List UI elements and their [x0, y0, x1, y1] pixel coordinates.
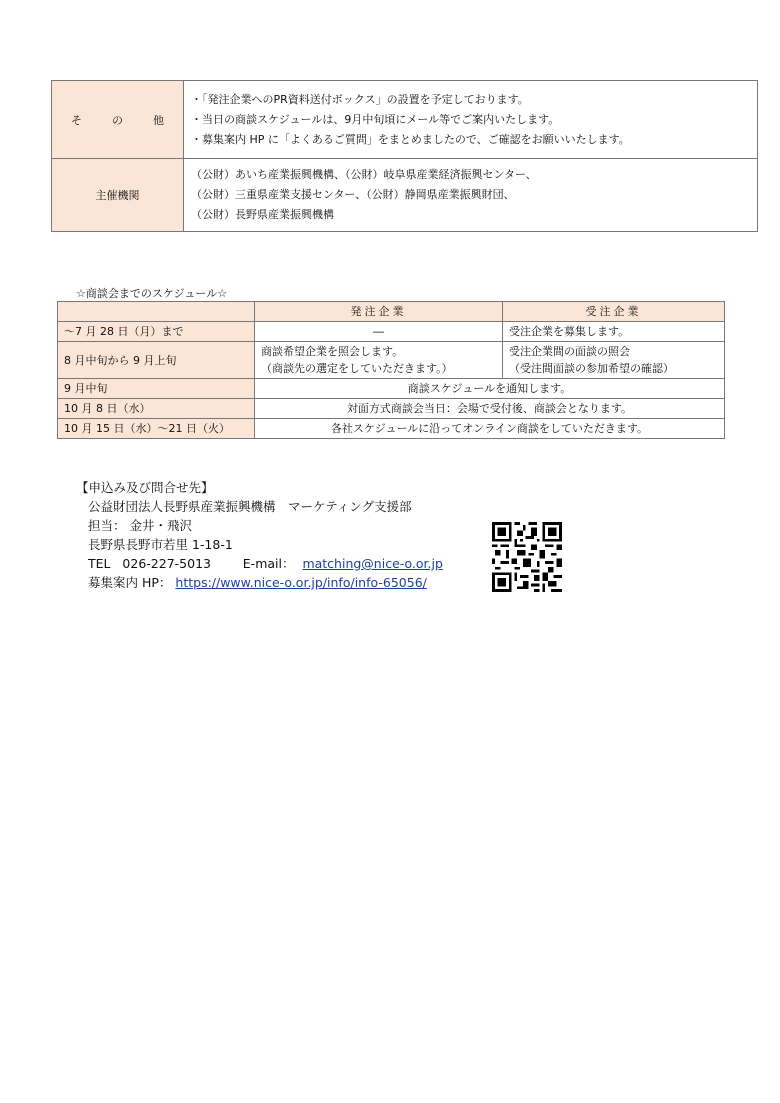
- contact-tel-line: [76, 554, 443, 573]
- schedule-row: [58, 322, 725, 342]
- contact-hp-link[interactable]: https://www.nice-o.or.jp/info/info-65056/: [175, 575, 427, 590]
- row-both: 各社スケジュールに沿ってオンライン商談をしていただきます。: [255, 419, 725, 439]
- qr-code-icon: [492, 522, 562, 592]
- schedule-row: [58, 419, 725, 439]
- info-row-host: [52, 159, 758, 232]
- row-order-line: （商談先の選定をしていただきます。）: [261, 362, 453, 375]
- row-receive: 受注企業を募集します。: [503, 322, 725, 342]
- contact-tel: 026-227-5013: [122, 556, 211, 571]
- schedule-row: [58, 399, 725, 419]
- contact-block: [76, 478, 443, 592]
- contact-address: 長野県長野市若里 1-18-1: [88, 537, 233, 552]
- other-line: ・「発注企業へのPR資料送付ボックス」の設置を予定しております。: [191, 92, 529, 106]
- contact-email-link[interactable]: matching@nice-o.or.jp: [302, 556, 443, 571]
- row-both: 対面方式商談会当日：会場で受付後、商談会となります。: [255, 399, 725, 419]
- contact-tel-label: TEL: [88, 556, 111, 571]
- header-receive: 受注企業: [503, 302, 725, 322]
- schedule-table: [57, 301, 725, 439]
- row-order: [255, 342, 503, 379]
- content-host: [184, 159, 758, 232]
- row-when: 9 月中旬: [58, 379, 255, 399]
- schedule-title: ☆商談会までのスケジュール☆: [76, 287, 228, 300]
- schedule-row: [58, 379, 725, 399]
- content-other: [184, 81, 758, 159]
- contact-org: 公益財団法人長野県産業振興機構 マーケティング支援部: [88, 499, 412, 514]
- schedule-row: [58, 342, 725, 379]
- row-both: 商談スケジュールを通知します。: [255, 379, 725, 399]
- contact-hp-label: 募集案内 HP：: [88, 575, 172, 590]
- info-row-other: [52, 81, 758, 159]
- label-other: その他: [52, 81, 184, 159]
- label-host: 主催機関: [52, 159, 184, 232]
- row-when: ～7 月 28 日（月）まで: [58, 322, 255, 342]
- row-order: ―: [255, 322, 503, 342]
- schedule-header-row: [58, 302, 725, 322]
- header-order: 発注企業: [255, 302, 503, 322]
- row-receive-line: （受注間面談の参加希望の確認）: [509, 362, 674, 375]
- contact-person: 金井・飛沢: [129, 518, 193, 533]
- contact-person-line: [76, 516, 443, 535]
- row-when: 8 月中旬から 9 月上旬: [58, 342, 255, 379]
- host-line: （公財）三重県産業支援センター、（公財）静岡県産業振興財団、: [191, 188, 515, 201]
- row-when: 10 月 8 日（水）: [58, 399, 255, 419]
- row-receive: [503, 342, 725, 379]
- other-line: ・当日の商談スケジュールは、9月中旬頃にメール等でご案内いたします。: [191, 112, 560, 126]
- other-line: ・募集案内 HP に「よくあるご質問」をまとめましたので、ご確認をお願いいたします。: [191, 132, 630, 146]
- contact-hp-line: [76, 573, 443, 592]
- row-when: 10 月 15 日（水）～21 日（火）: [58, 419, 255, 439]
- contact-email-label: E-mail：: [242, 556, 295, 571]
- host-line: （公財）長野県産業振興機構: [191, 208, 334, 221]
- contact-person-label: 担当：: [88, 518, 126, 533]
- row-receive-line: 受注企業間の面談の照会: [509, 345, 630, 358]
- host-line: （公財）あいち産業振興機構、（公財）岐阜県産業経済振興センター、: [191, 168, 537, 181]
- header-when: [58, 302, 255, 322]
- contact-heading: 【申込み及び問合せ先】: [76, 480, 214, 495]
- info-table: [51, 80, 758, 232]
- row-order-line: 商談希望企業を照会します。: [261, 345, 404, 358]
